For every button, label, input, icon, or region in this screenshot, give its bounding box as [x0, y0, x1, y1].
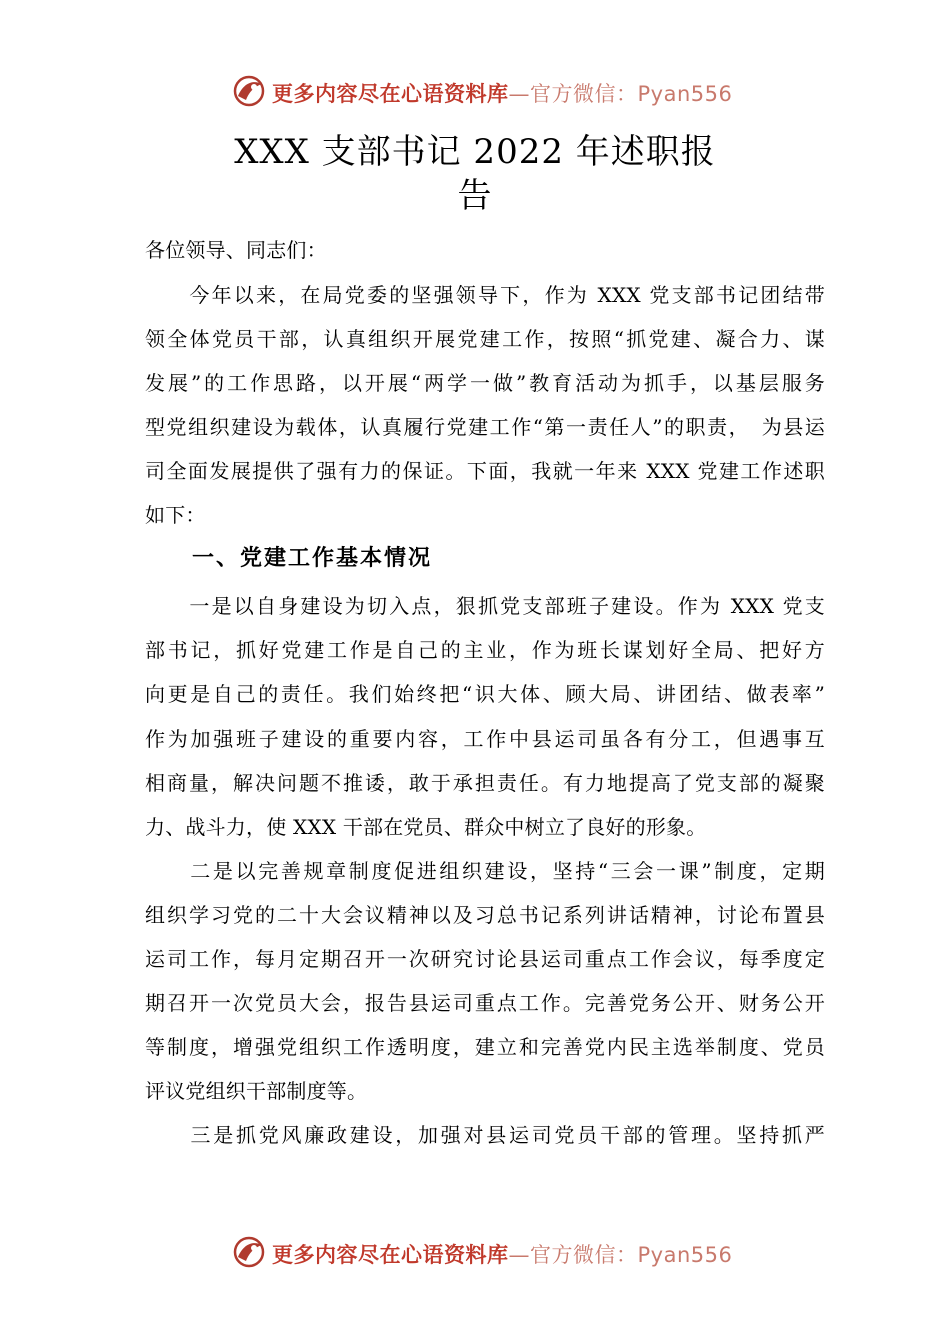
brand-logo-icon	[232, 74, 266, 108]
title-line-1: XXX 支部书记 2022 年述职报	[234, 132, 716, 172]
banner-text-main: 更多内容尽在心语资料库	[272, 82, 509, 106]
intro-line: 型党组织建设为载体，认真履行党建工作“第一责任人”的职责， 为县运	[145, 415, 825, 439]
footer-banner	[0, 1233, 950, 1273]
para3-line: 三是抓党风廉政建设，加强对县运司党员干部的管理。坚持抓严	[145, 1123, 825, 1147]
para1-line: 部书记，抓好党建工作是自己的主业，作为班长谋划好全局、把好方	[145, 638, 825, 662]
intro-line: 司全面发展提供了强有力的保证。下面，我就一年来 XXX 党建工作述职	[145, 459, 825, 483]
intro-line: 如下：	[145, 503, 206, 527]
para2-line: 评议党组织干部制度等。	[145, 1079, 368, 1103]
intro-line: 领全体党员干部，认真组织开展党建工作，按照“抓党建、凝合力、谋	[145, 327, 825, 351]
para2-line: 等制度，增强党组织工作透明度，建立和完善党内民主选举制度、党员	[145, 1035, 825, 1059]
para1-line: 相商量，解决问题不推诿，敢于承担责任。有力地提高了党支部的凝聚	[145, 771, 825, 795]
document-title	[0, 130, 950, 218]
para1-line: 作为加强班子建设的重要内容，工作中县运司虽各有分工，但遇事互	[145, 727, 825, 751]
title-line-2: 告	[457, 176, 493, 216]
banner-text	[272, 78, 732, 108]
salutation: 各位领导、同志们：	[145, 238, 327, 262]
brand-logo-icon	[232, 1235, 266, 1269]
para1-line: 向更是自己的责任。我们始终把“识大体、顾大局、讲团结、做表率”	[145, 682, 825, 706]
para2-line: 期召开一次党员大会，报告县运司重点工作。完善党务公开、财务公开	[145, 991, 825, 1015]
para2-line: 二是以完善规章制度促进组织建设，坚持“三会一课”制度，定期	[145, 859, 825, 883]
intro-line: 今年以来，在局党委的坚强领导下，作为 XXX 党支部书记团结带	[145, 283, 825, 307]
banner-text-wechat: —官方微信：Pyan556	[508, 82, 733, 106]
section-heading: 一、党建工作基本情况	[192, 546, 433, 571]
para1-line: 力、战斗力，使 XXX 干部在党员、群众中树立了良好的形象。	[145, 815, 707, 839]
banner-text-main: 更多内容尽在心语资料库	[272, 1243, 509, 1267]
banner-text-wechat: —官方微信：Pyan556	[508, 1243, 733, 1267]
header-banner	[0, 72, 950, 112]
para1-line: 一是以自身建设为切入点，狠抓党支部班子建设。作为 XXX 党支	[145, 594, 825, 618]
banner-text	[272, 1239, 732, 1269]
intro-line: 发展”的工作思路，以开展“两学一做”教育活动为抓手，以基层服务	[145, 371, 825, 395]
para2-line: 组织学习党的二十大会议精神以及习总书记系列讲话精神，讨论布置县	[145, 903, 825, 927]
para2-line: 运司工作，每月定期召开一次研究讨论县运司重点工作会议，每季度定	[145, 947, 825, 971]
